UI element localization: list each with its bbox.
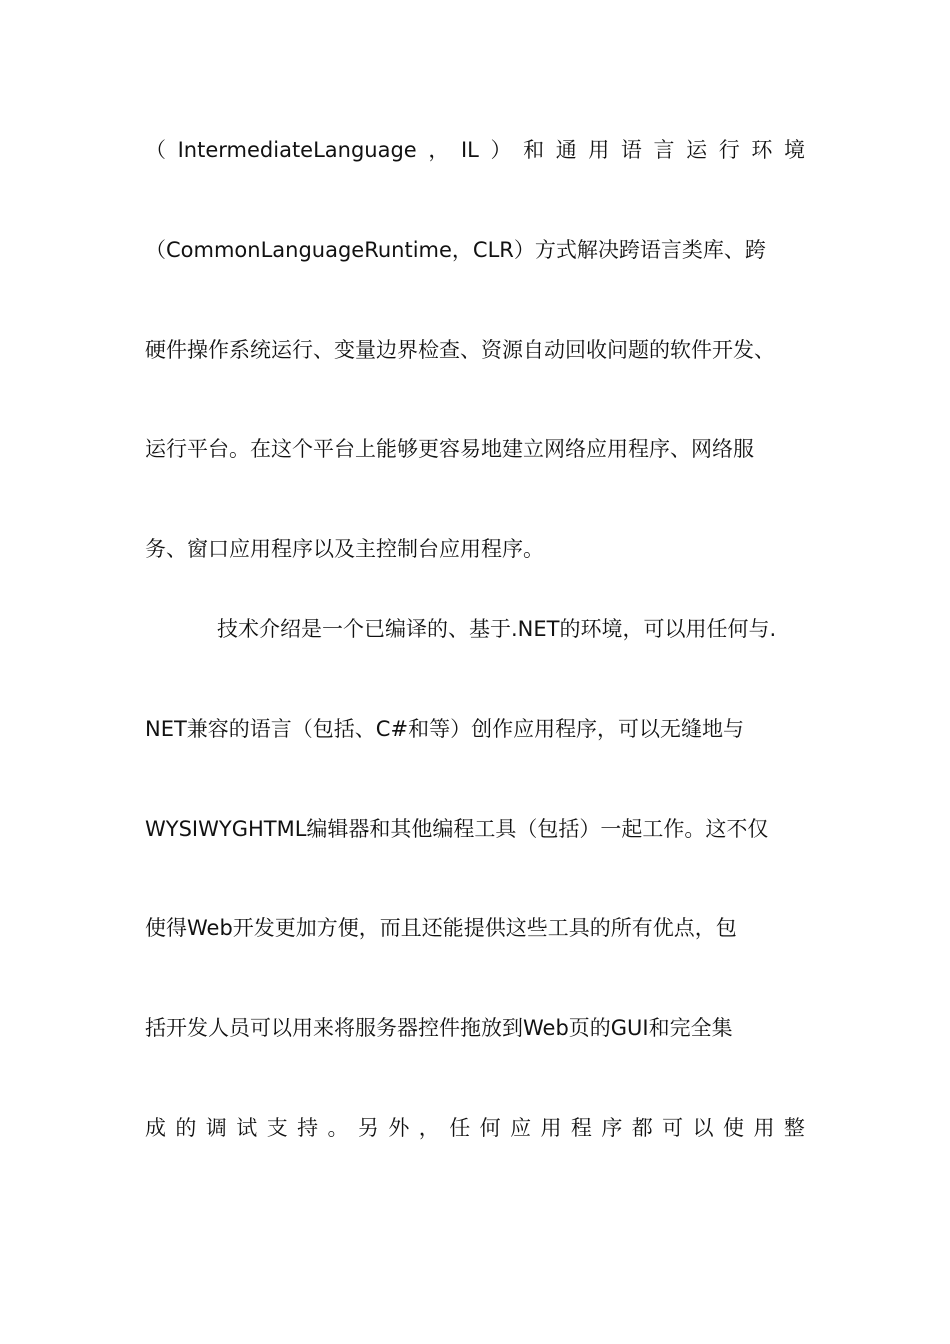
- line-1-part-m: 环: [751, 138, 773, 162]
- line-11-char: 整: [783, 1116, 805, 1140]
- text-line-2: （CommonLanguageRuntime，CLR）方式解决跨语言类库、跨: [145, 238, 766, 262]
- line-1-part-l: 行: [718, 138, 740, 162]
- line-11-char: 外: [388, 1116, 410, 1140]
- line-11-char: 序: [601, 1116, 623, 1140]
- line-11-char: 成: [145, 1116, 166, 1140]
- line-11-char: ，: [418, 1116, 440, 1140]
- line-11-char: 用: [540, 1116, 562, 1140]
- text-line-5: 务、窗口应用程序以及主控制台应用程序。: [145, 537, 544, 561]
- line-11-char: 持: [297, 1116, 319, 1140]
- line-11-char: 程: [570, 1116, 592, 1140]
- line-1-part-d: IL: [460, 138, 479, 162]
- line-11-char: 可: [662, 1116, 684, 1140]
- line-11-char: 用: [753, 1116, 775, 1140]
- line-11-char: 任: [449, 1116, 471, 1140]
- line-11-char: 以: [692, 1116, 714, 1140]
- text-line-10: 括开发人员可以用来将服务器控件拖放到Web页的GUI和完全集: [145, 1016, 733, 1040]
- line-11-char: 试: [236, 1116, 258, 1140]
- line-11-char: 何: [479, 1116, 501, 1140]
- line-1-part-e: ）: [490, 138, 512, 162]
- line-11-char: 。: [327, 1116, 349, 1140]
- line-1-part-g: 通: [555, 138, 577, 162]
- text-line-11: [145, 1110, 805, 1146]
- text-line-7: NET兼容的语言（包括、C#和等）创作应用程序，可以无缝地与: [145, 717, 745, 741]
- line-1-part-c: ，: [428, 138, 450, 162]
- line-11-char: 调: [205, 1116, 227, 1140]
- line-11-char: 的: [175, 1116, 197, 1140]
- line-1-part-h: 用: [588, 138, 610, 162]
- line-1-part-b: IntermediateLanguage: [177, 138, 417, 162]
- text-line-1: [145, 132, 805, 168]
- text-line-8: WYSIWYGHTML编辑器和其他编程工具（包括）一起工作。这不仅: [145, 817, 769, 841]
- line-1-part-n: 境: [783, 138, 805, 162]
- line-11-char: 支: [266, 1116, 288, 1140]
- line-11-char: 使: [723, 1116, 745, 1140]
- line-1-part-j: 言: [653, 138, 675, 162]
- line-1-part-a: （: [145, 138, 166, 162]
- line-11-char: 应: [510, 1116, 532, 1140]
- line-1-part-f: 和: [523, 138, 545, 162]
- text-line-4: 运行平台。在这个平台上能够更容易地建立网络应用程序、网络服: [145, 437, 754, 461]
- line-1-part-k: 运: [686, 138, 708, 162]
- line-11-char: 另: [357, 1116, 379, 1140]
- text-line-6: 技术介绍是一个已编译的、基于.NET的环境，可以用任何与.: [217, 617, 777, 641]
- line-11-char: 都: [631, 1116, 653, 1140]
- text-line-3: 硬件操作系统运行、变量边界检查、资源自动回收问题的软件开发、: [145, 338, 775, 362]
- line-1-part-i: 语: [620, 138, 642, 162]
- text-line-9: 使得Web开发更加方便，而且还能提供这些工具的所有优点，包: [145, 916, 737, 940]
